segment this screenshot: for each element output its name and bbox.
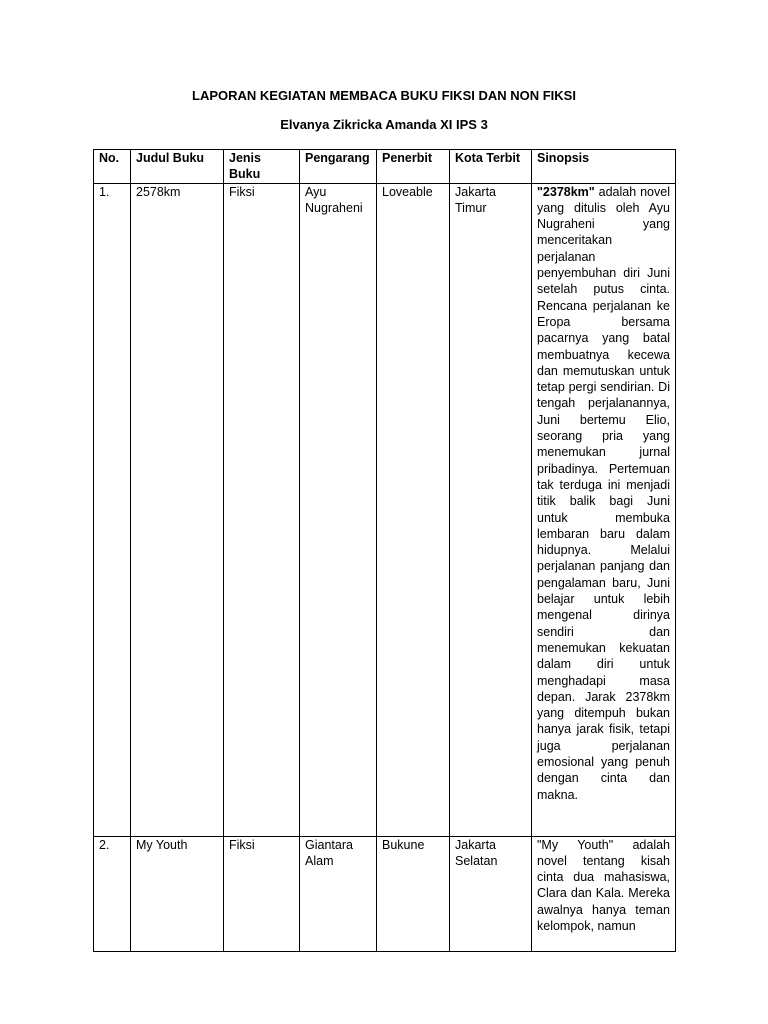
table-row (94, 183, 676, 836)
cell-judul: 2578km (131, 183, 224, 836)
header-judul-buku: Judul Buku (131, 150, 224, 184)
header-kota-terbit: Kota Terbit (450, 150, 532, 184)
reading-report-table (93, 149, 676, 952)
cell-judul: My Youth (131, 836, 224, 951)
cell-no: 2. (94, 836, 131, 951)
document-subtitle: Elvanya Zikricka Amanda XI IPS 3 (280, 117, 488, 132)
table-header-row (94, 150, 676, 184)
cell-kota: Jakarta Selatan (450, 836, 532, 951)
cell-sinopsis (532, 183, 676, 836)
cell-penerbit: Bukune (377, 836, 450, 951)
header-no: No. (94, 150, 131, 184)
cell-kota: Jakarta Timur (450, 183, 532, 836)
header-pengarang: Pengarang (300, 150, 377, 184)
sinopsis-text: adalah novel yang ditulis oleh Ayu Nugraheni yang menceritakan perjalanan penyembuhan diri Juni setelah putus cinta. Rencana perjalanan ke Eropa bersama pacarnya yang batal membuatnya kecewa dan memutuskan untuk tetap pergi sendirian. Di tengah perjalanannya, Juni bertemu Elio, seorang pria yang menemukan jurnal pribadinya. Pertemuan tak terduga ini menjadi titik balik bagi Juni untuk membuka lembaran baru dalam hidupnya. Melalui perjalanan panjang dan pengalaman baru, Juni belajar untuk lebih mengenal dirinya sendiri dan menemukan kekuatan dalam diri untuk menghadapi masa depan. Jarak 2378km yang ditempuh bukan hanya jarak fisik, tetapi juga perjalanan emosional yang penuh dengan cinta dan makna. (537, 184, 670, 802)
document-title: LAPORAN KEGIATAN MEMBACA BUKU FIKSI DAN NON FIKSI (192, 88, 576, 103)
header-sinopsis: Sinopsis (532, 150, 676, 184)
cell-sinopsis: "My Youth" adalah novel tentang kisah cinta dua mahasiswa, Clara dan Kala. Mereka awalnya hanya teman kelompok, namun (532, 836, 676, 951)
cell-jenis: Fiksi (224, 836, 300, 951)
cell-pengarang: Giantara Alam (300, 836, 377, 951)
header-jenis-buku: Jenis Buku (224, 150, 300, 184)
sinopsis-title-highlight: "2378km" (537, 184, 595, 199)
cell-no: 1. (94, 183, 131, 836)
cell-jenis: Fiksi (224, 183, 300, 836)
header-penerbit: Penerbit (377, 150, 450, 184)
table-row (94, 836, 676, 951)
cell-pengarang: Ayu Nugraheni (300, 183, 377, 836)
cell-penerbit: Loveable (377, 183, 450, 836)
